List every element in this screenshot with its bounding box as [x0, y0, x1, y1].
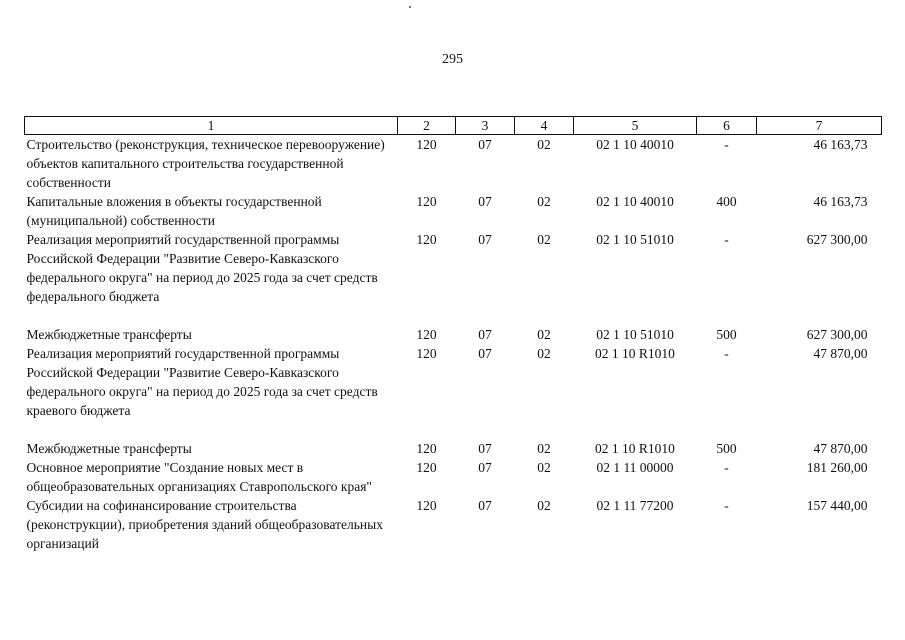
row-col4: 02 — [537, 194, 551, 209]
row-col5: 02 1 10 51010 — [596, 232, 674, 247]
column-header-2: 2 — [398, 117, 456, 135]
row-col2: 120 — [416, 137, 437, 152]
row-col5: 02 1 10 40010 — [596, 137, 674, 152]
row-name: Строительство (реконструкция, техническое перевооружение) объектов капитального строительства государственной собственности — [26, 137, 385, 190]
row-col3: 07 — [478, 346, 492, 361]
row-col7: 157 440,00 — [806, 498, 868, 513]
row-name: Межбюджетные трансферты — [26, 327, 192, 342]
row-col7: 627 300,00 — [806, 327, 868, 342]
row-col6: - — [724, 498, 729, 513]
column-header-4: 4 — [515, 117, 574, 135]
row-name: Капитальные вложения в объекты государственной (муниципальной) собственности — [26, 194, 322, 228]
row-col2: 120 — [416, 346, 437, 361]
row-col4: 02 — [537, 327, 551, 342]
row-col5: 02 1 10 R1010 — [595, 441, 675, 456]
row-col5: 02 1 11 00000 — [596, 460, 674, 475]
row-col7: 627 300,00 — [806, 232, 868, 247]
row-col3: 07 — [478, 441, 492, 456]
row-col2: 120 — [416, 194, 437, 209]
table-row — [25, 192, 882, 230]
row-col7: 46 163,73 — [813, 137, 868, 152]
column-header-5: 5 — [574, 117, 697, 135]
row-name: Межбюджетные трансферты — [26, 441, 192, 456]
column-header-3: 3 — [456, 117, 515, 135]
row-col2: 120 — [416, 232, 437, 247]
row-col2: 120 — [416, 327, 437, 342]
row-col4: 02 — [537, 498, 551, 513]
row-col6: 500 — [716, 441, 737, 456]
row-col7: 47 870,00 — [813, 441, 868, 456]
row-col7: 46 163,73 — [813, 194, 868, 209]
row-col6: 400 — [716, 194, 737, 209]
table-row — [25, 439, 882, 458]
row-col3: 07 — [478, 194, 492, 209]
table-row — [25, 325, 882, 344]
page-number: 295 — [442, 52, 463, 67]
row-col6: - — [724, 137, 729, 152]
column-header-6: 6 — [697, 117, 757, 135]
budget-table — [24, 116, 882, 553]
row-col4: 02 — [537, 232, 551, 247]
table-row — [25, 496, 882, 553]
table-row — [25, 344, 882, 420]
row-col4: 02 — [537, 346, 551, 361]
row-col3: 07 — [478, 137, 492, 152]
row-col5: 02 1 10 51010 — [596, 327, 674, 342]
row-col6: 500 — [716, 327, 737, 342]
row-col3: 07 — [478, 460, 492, 475]
row-col3: 07 — [478, 498, 492, 513]
table-header-row — [25, 117, 882, 135]
blank-row — [25, 306, 882, 325]
row-col7: 181 260,00 — [806, 460, 868, 475]
row-col3: 07 — [478, 232, 492, 247]
row-col6: - — [724, 346, 729, 361]
table-row — [25, 230, 882, 306]
row-col4: 02 — [537, 460, 551, 475]
row-col2: 120 — [416, 441, 437, 456]
row-col5: 02 1 10 R1010 — [595, 346, 675, 361]
column-header-1: 1 — [25, 117, 398, 135]
table-row — [25, 458, 882, 496]
row-name: Реализация мероприятий государственной программы Российской Федерации "Развитие Северо-Кавказского федерального округа" на период до 2025 года за счет средств федерального бюджета — [26, 232, 378, 304]
row-col6: - — [724, 460, 729, 475]
scan-speck — [409, 6, 411, 8]
column-header-7: 7 — [757, 117, 882, 135]
row-col2: 120 — [416, 460, 437, 475]
row-col3: 07 — [478, 327, 492, 342]
row-col2: 120 — [416, 498, 437, 513]
row-col6: - — [724, 232, 729, 247]
row-name: Реализация мероприятий государственной программы Российской Федерации "Развитие Северо-Кавказского федерального округа" на период до 2025 года за счет средств краевого бюджета — [26, 346, 378, 418]
row-col7: 47 870,00 — [813, 346, 868, 361]
row-col4: 02 — [537, 137, 551, 152]
row-name: Основное мероприятие "Создание новых мест в общеобразовательных организациях Ставропольского края" — [26, 460, 372, 494]
row-col5: 02 1 10 40010 — [596, 194, 674, 209]
row-col5: 02 1 11 77200 — [596, 498, 674, 513]
table-row — [25, 135, 882, 193]
row-col4: 02 — [537, 441, 551, 456]
row-name: Субсидии на софинансирование строительства (реконструкции), приобретения зданий общеобразовательных организаций — [26, 498, 383, 551]
blank-row — [25, 420, 882, 439]
